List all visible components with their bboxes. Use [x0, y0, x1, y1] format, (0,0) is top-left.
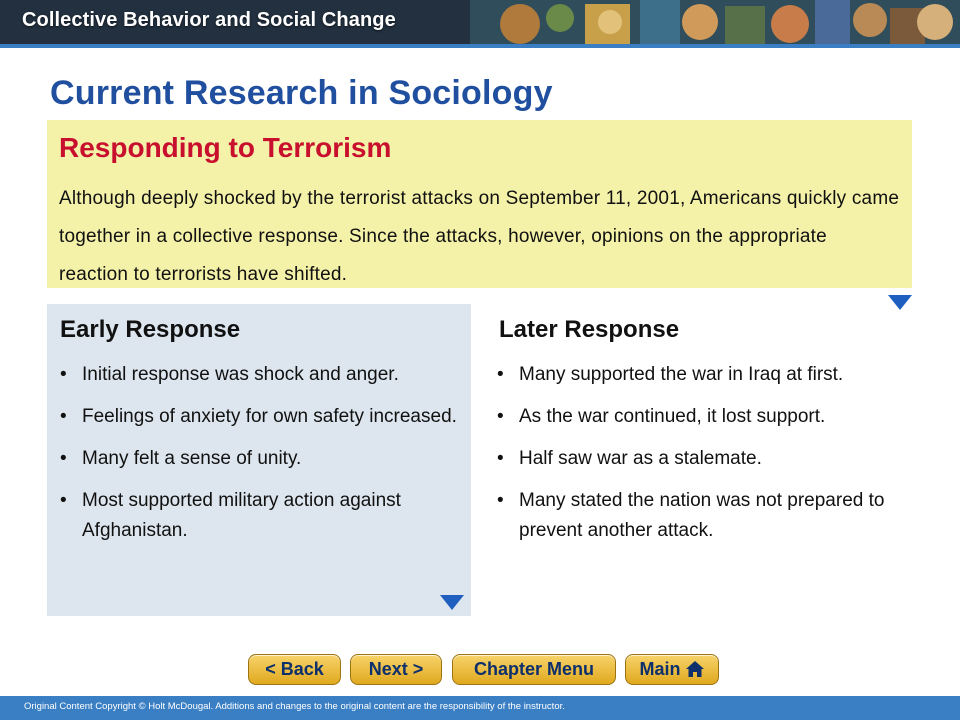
chapter-menu-button[interactable]: Chapter Menu	[452, 654, 616, 685]
copyright-text: Original Content Copyright © Holt McDougal. Additions and changes to the original content are the responsibility of the instructor.	[24, 701, 565, 712]
footer-bar	[0, 696, 960, 720]
header-banner	[0, 0, 960, 44]
early-response-panel	[47, 304, 471, 616]
list-item: • Feelings of anxiety for own safety increased.	[60, 402, 460, 432]
main-button-label: Main	[639, 659, 681, 679]
page-title: Current Research in Sociology	[50, 74, 553, 112]
list-item: • Many stated the nation was not prepared to prevent another attack.	[497, 486, 917, 546]
header-title: Collective Behavior and Social Change	[22, 9, 396, 31]
early-response-heading: Early Response	[60, 316, 241, 343]
list-item: • As the war continued, it lost support.	[497, 402, 917, 432]
early-arrow-down-icon[interactable]	[440, 595, 464, 610]
list-item: • Initial response was shock and anger.	[60, 360, 460, 390]
home-icon	[685, 660, 705, 678]
intro-body: Although deeply shocked by the terrorist attacks on September 11, 2001, Americans quickly came together in a collective response. Since the attacks, however, opinions on the appropriate reaction to terrorists have shifted.	[59, 188, 900, 285]
header-divider	[0, 44, 960, 48]
later-response-list	[497, 360, 917, 558]
next-button[interactable]: Next >	[350, 654, 442, 685]
list-item: • Many felt a sense of unity.	[60, 444, 460, 474]
intro-arrow-down-icon[interactable]	[888, 295, 912, 310]
main-button[interactable]	[625, 654, 719, 685]
list-item: • Half saw war as a stalemate.	[497, 444, 917, 474]
list-item: • Most supported military action against Afghanistan.	[60, 486, 460, 546]
intro-box	[47, 120, 912, 288]
list-item: • Many supported the war in Iraq at first.	[497, 360, 917, 390]
later-response-heading: Later Response	[499, 316, 680, 343]
intro-heading: Responding to Terrorism	[59, 132, 392, 163]
back-button[interactable]: < Back	[248, 654, 341, 685]
early-response-list	[60, 360, 460, 558]
